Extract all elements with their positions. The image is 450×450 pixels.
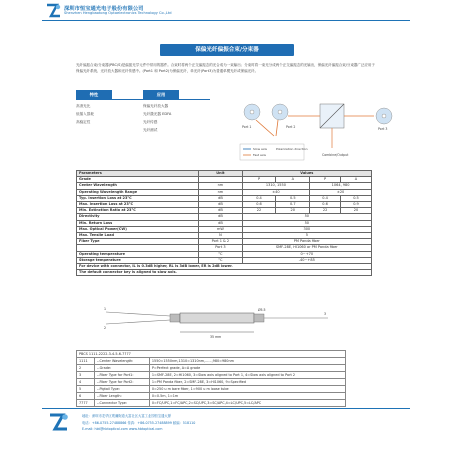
drawing-port3-label: 3 — [324, 312, 327, 316]
page — [42, 0, 410, 450]
spec-header-parameters: Parameters — [77, 171, 199, 177]
spec-note2: The default connector key is aligned to slow axis. — [77, 270, 372, 276]
spec-value: 22 — [242, 208, 276, 214]
drawing-port1-label: 1 — [104, 307, 107, 311]
spec-unit: mW — [199, 226, 242, 232]
ordering-field: --Connector Type: — [95, 400, 150, 407]
spec-value: 50 — [242, 220, 371, 226]
legend-polarization: Polarization direction — [276, 147, 308, 151]
spec-value: PM Panda fiber — [242, 239, 371, 245]
header-rule — [42, 20, 410, 21]
feature-item: 低插入损耗 — [76, 112, 94, 116]
spec-param: Max. Insertion Loss at 23°C — [77, 202, 199, 208]
ordering-table — [76, 350, 346, 407]
ordering-field: --Fiber Length: — [95, 393, 150, 400]
ordering-code-part: 1111 — [77, 358, 95, 365]
spec-value: SMF-28E, HI1060 or PM Panda fiber — [242, 245, 371, 251]
spec-param: Min. Extinction Ratio at 23°C — [77, 208, 199, 214]
ordering-code-part: 5 — [77, 386, 95, 393]
ordering-code-part: 6 — [77, 393, 95, 400]
spec-param: Operating temperature — [77, 251, 199, 257]
legend-fast-axis: Fast axis — [253, 153, 266, 157]
spec-param: Storage temperature — [77, 257, 199, 263]
spec-value: 0.5 — [276, 195, 310, 201]
footer-phone: 电话：+86-0755-27488866 传真：+86-0755-27488899 邮编：518110 — [82, 421, 196, 425]
spec-value: 0.6 — [310, 202, 341, 208]
ordering-options: 1550=1550nm,1310=1310nm,......,980=980nm — [149, 358, 345, 365]
port1-fiber-icon — [244, 104, 260, 120]
ordering-row — [77, 386, 346, 393]
application-item: 光纤激光器 EDFA — [143, 112, 172, 116]
footer-address: 地址：深圳市龙华区观澜街道大富社区大富工业园恒宝通大厦 — [82, 414, 172, 418]
application-item: 光纤传感 — [143, 120, 158, 124]
ordering-code-part: 7777 — [77, 400, 95, 407]
spec-header-values: Values — [242, 171, 371, 177]
ordering-code-part: 2 — [77, 365, 95, 372]
spec-unit: Port 1 & 2 — [199, 239, 242, 245]
intro-paragraph: 光纤偏振合束/分束器(PBC/S)是偏振光学元件中常用的器件。合束时将两个正交偏振态的光合成为一束输出；分束时将一束光分成两个正交偏振态的光输出，保偏光纤偏振合束/分束器广泛应用于保偏光纤系统、光纤放大器和光纤传感中。(Port1 和 Port2)为保偏光纤，单光纤(Port3)为普通单模光纤或保偏光纤。 — [76, 63, 375, 74]
spec-note-row — [77, 270, 372, 276]
spec-value: A — [340, 177, 371, 183]
ordering-options: P=Perfect grade, A=A grade — [149, 365, 345, 372]
spec-value: 0.9 — [340, 202, 371, 208]
length-dimension: 35 mm — [210, 335, 222, 339]
diameter-dimension: Ø5.5 — [258, 308, 266, 312]
ordering-field: --Center Wavelength: — [95, 358, 150, 365]
features-heading: 特性 — [76, 90, 112, 99]
page-title: 保偏光纤偏振合束/分束器 — [160, 44, 294, 56]
port1-label: Port 1 — [242, 125, 252, 129]
drawing-port2-label: 2 — [104, 326, 107, 330]
ordering-options: 1=SMF-28E, 2=HI1060, 3=Slow axis aligned to Port 1, 4=Slow axis aligned to Port 2 — [149, 372, 345, 379]
ordering-row — [77, 358, 346, 365]
mechanical-drawing — [102, 298, 332, 344]
fiber-port2 — [106, 320, 170, 324]
spec-param: Fiber Type — [77, 239, 199, 245]
spec-param: Directivity — [77, 214, 199, 220]
boot-right — [254, 314, 264, 322]
spec-unit: dB — [199, 214, 242, 220]
ordering-row — [77, 372, 346, 379]
ordering-row — [77, 400, 346, 407]
ordering-options: 1=PM Panda fiber, 2=SMF-28E, 3=HI1060, 9=Specified — [149, 379, 345, 386]
ordering-field: --Fiber Type for Port1: — [95, 372, 150, 379]
spec-param: Grade — [77, 177, 199, 183]
footer-email: E-mail: hbt@hbtoptical.com www.hbtoptical.com — [82, 427, 163, 431]
spec-value: 0.4 — [242, 195, 276, 201]
feature-item: 高稳定性 — [76, 120, 91, 124]
spec-value: P — [242, 177, 276, 183]
features-rule — [76, 99, 210, 100]
spec-value: 0~+70 — [242, 251, 371, 257]
ordering-field: --Pigtail Type: — [95, 386, 150, 393]
spec-value: 50 — [242, 214, 371, 220]
ordering-code-part: 4 — [77, 379, 95, 386]
feature-item: 高消光比 — [76, 104, 91, 108]
application-item: 保偏光纤放大器 — [143, 104, 169, 108]
ordering-row — [77, 379, 346, 386]
applications-list — [143, 102, 171, 134]
ordering-code-part: 3 — [77, 372, 95, 379]
ordering-field: --Fiber Type for Port2: — [95, 379, 150, 386]
spec-param: Max. Tensile Load — [77, 233, 199, 239]
spec-value: ±40 — [242, 189, 310, 195]
spec-unit: dB — [199, 220, 242, 226]
spec-unit: dB — [199, 208, 242, 214]
ordering-row — [77, 365, 346, 372]
ordering-field: --Grade: — [95, 365, 150, 372]
footer-rule — [42, 408, 410, 409]
spec-value: 5 — [242, 233, 371, 239]
combiner-label: Combine/Output — [322, 153, 349, 157]
port3-fiber-icon — [376, 108, 392, 124]
spec-unit: N — [199, 233, 242, 239]
spec-unit: dB — [199, 202, 242, 208]
boot-left — [170, 314, 180, 322]
spec-unit: °C — [199, 251, 242, 257]
legend-slow-axis: Slow axis — [253, 147, 267, 151]
spec-unit: °C — [199, 257, 242, 263]
spec-header-unit: Unit — [199, 171, 242, 177]
spec-value: 0.7 — [276, 202, 310, 208]
company-logo-icon — [46, 3, 62, 18]
company-name-cn: 深圳市恒宝通光电子股份有限公司 — [64, 6, 144, 12]
spec-value: 20 — [340, 208, 371, 214]
spec-note1: For device with connector, IL is 0.3dB higher, RL is 3dB lower, ER is 2dB lower. — [77, 264, 372, 270]
ordering-options: 0=250 u m bare fiber, 1=900 u m loose tube — [149, 386, 345, 393]
ordering-options: 0=0.5m, 1=1m — [149, 393, 345, 400]
principle-diagram — [238, 90, 404, 164]
combiner-cube-icon — [320, 104, 344, 128]
fiber-port1 — [106, 312, 170, 316]
company-name-en: Shenzhen Hengbaotong Optoelectronics Technology Co.,Ltd — [64, 11, 172, 15]
spec-param: Min. Return Loss — [77, 220, 199, 226]
port2-fiber-icon — [272, 104, 288, 120]
port3-label: Port 3 — [378, 127, 388, 131]
spec-unit: nm — [199, 189, 242, 195]
applications-heading: 应用 — [143, 90, 179, 99]
ordering-code: PBCS 1111-2222-3-4-5-6-7777 — [77, 351, 346, 358]
spec-value: ±20 — [310, 189, 372, 195]
features-list — [76, 102, 94, 126]
spec-param: Operating Wavelength Range — [77, 189, 199, 195]
spec-value: 1310, 1550 — [242, 183, 310, 189]
spec-unit: dB — [199, 195, 242, 201]
spec-value: A — [276, 177, 310, 183]
spec-value: 0.4 — [310, 195, 341, 201]
spec-unit: Port 3 — [199, 245, 242, 251]
device-tube — [180, 313, 254, 323]
ordering-options: 0=FC/UPC,1=FC/APC,2=SC/UPC,3=SC/APC,4=LC/UPC,5=LC/APC — [149, 400, 345, 407]
spec-value: -40~+85 — [242, 257, 371, 263]
spec-value: 0.6 — [242, 202, 276, 208]
header — [42, 0, 410, 22]
spec-value: P — [310, 177, 341, 183]
spec-value: 0.5 — [340, 195, 371, 201]
spec-value: 300 — [242, 226, 371, 232]
spec-value: 20 — [276, 208, 310, 214]
spec-value: 1064, 980 — [310, 183, 372, 189]
spec-param: Max. Optical Power(CW) — [77, 226, 199, 232]
port2-label: Port 2 — [286, 125, 296, 129]
spec-table — [76, 170, 372, 276]
spec-param: Center Wavelength — [77, 183, 199, 189]
spec-param: Typ. Insertion Loss at 23°C — [77, 195, 199, 201]
ordering-row — [77, 393, 346, 400]
footer-logo-icon — [48, 412, 70, 432]
spec-value: 22 — [310, 208, 341, 214]
spec-unit: nm — [199, 183, 242, 189]
application-item: 光纤测试 — [143, 128, 158, 132]
